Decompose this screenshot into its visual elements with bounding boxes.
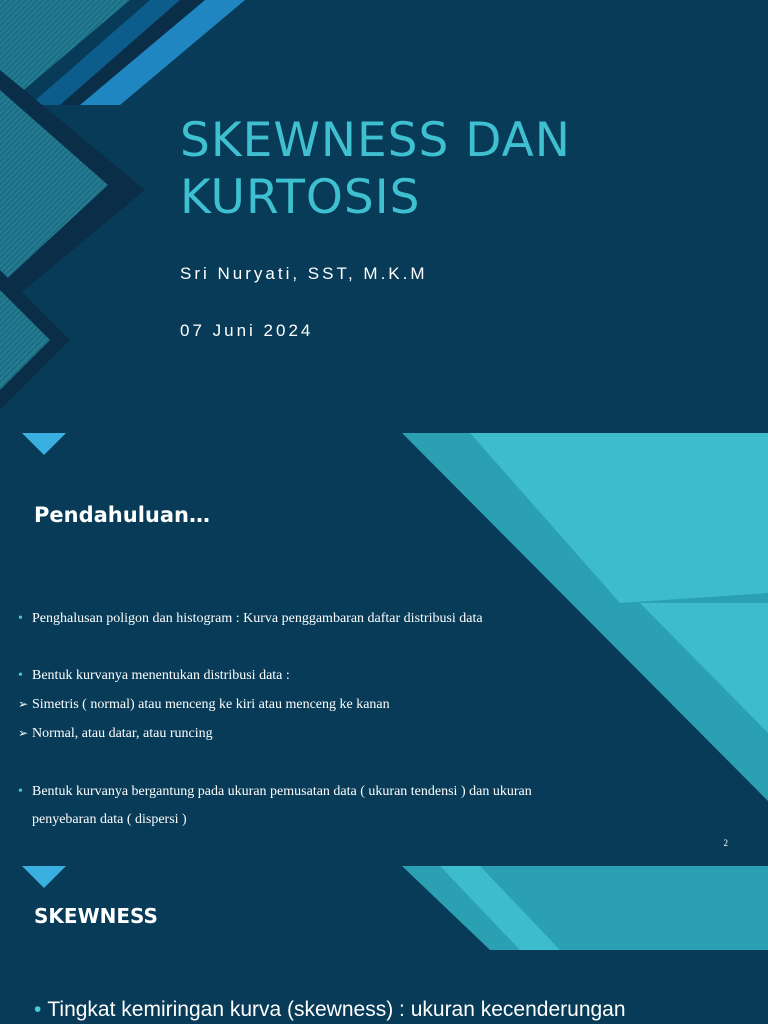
list-item: • Penghalusan poligon dan histogram : Kurva penggambaran daftar distribusi data [18,611,483,626]
intro-slide [0,433,768,865]
title-line: SKEWNESS DAN [180,113,571,168]
title-slide [0,0,768,432]
author-name: Sri Nuryati, SST, M.K.M [180,264,428,283]
list-item: ➢ Normal, atau datar, atau runcing [18,726,213,741]
list-item: • Bentuk kurvanya bergantung pada ukuran pemusatan data ( ukuran tendensi ) dan ukuran [18,784,532,799]
slide-heading: SKEWNESS [34,904,158,928]
page-number: 2 [723,838,728,848]
slide2-decoration [0,433,768,865]
presentation-title [180,112,720,226]
presentation-date: 07 Juni 2024 [180,321,314,340]
list-item: penyebaran data ( dispersi ) [32,812,187,827]
triangle-marker [22,866,66,888]
triangle-marker [22,433,66,455]
list-item: • Bentuk kurvanya menentukan distribusi data : [18,668,290,683]
slide-heading: Pendahuluan… [34,503,210,527]
bullet-text: • Tingkat kemiringan kurva (skewness) : ukuran kecenderungan [34,998,626,1021]
skewness-slide [0,866,768,1024]
title-line: KURTOSIS [180,170,421,225]
list-item: ➢ Simetris ( normal) atau menceng ke kiri atau menceng ke kanan [18,697,390,712]
